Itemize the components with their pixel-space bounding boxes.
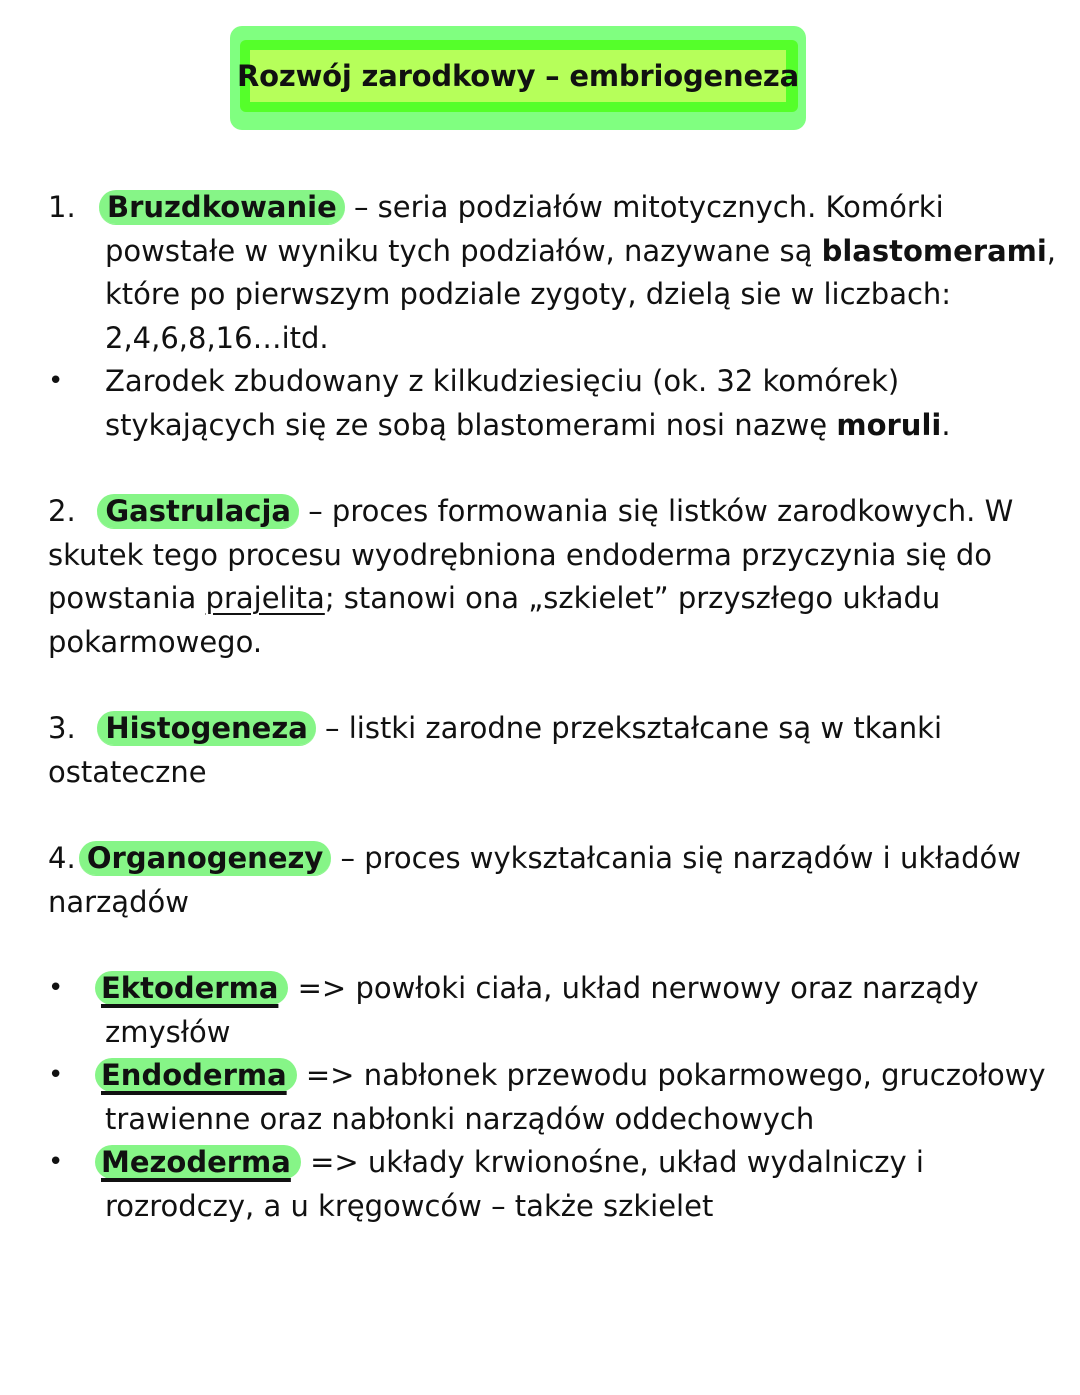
bullet-icon: • [48,1060,64,1090]
section-number: 2. [48,494,76,528]
germ-layer-endoderma [48,1054,1058,1141]
highlighted-term: Organogenezy [79,841,331,875]
definition-text: – proces formowania się listków zarodkowych. W skutek tego procesu wyodrębniona endoderma przyczynia się do powstania [48,494,1014,615]
highlighted-term: Ektoderma [95,971,288,1005]
germ-layer-ektoderma [48,967,1058,1054]
definition-text: => powłoki ciała, układ nerwowy oraz narządy zmysłów [105,971,979,1049]
definition-text: które po pierwszym podziale zygoty, dzielą sie w liczbach: [105,277,952,311]
spacer [48,794,1058,837]
section-bruzdkowanie [48,186,1058,360]
spacer [48,447,1058,490]
page-title: Rozwój zarodkowy – embriogeneza [237,59,799,93]
spacer [48,664,1058,707]
bullet-morula [48,360,1058,447]
title-banner-fill [237,50,799,102]
highlighted-term: Mezoderma [95,1145,301,1179]
bullet-text: stykających się ze sobą blastomerami nosi nazwę [105,407,837,442]
definition-text: powstałe w wyniku tych podziałów, nazywane są [105,233,822,268]
spacer [48,924,1058,967]
section-gastrulacja [48,490,1058,664]
bullet-icon: • [48,973,64,1003]
highlighted-term: Gastrulacja [97,494,299,528]
title-banner [230,26,806,130]
section-number: 4. [48,841,76,875]
section-number: 1. [48,190,76,224]
bold-term: moruli [836,407,942,442]
section-organogenezy [48,837,1058,924]
definition-text: – listki zarodne przekształcane są w tkanki ostateczne [48,711,942,789]
underlined-term: prajelita [205,581,325,615]
section-histogeneza [48,707,1058,794]
bullet-text: . [941,407,951,442]
definition-text: – proces wykształcania się narządów i układów narządów [48,841,1022,919]
bold-term: blastomerami [821,233,1047,268]
section-number: 3. [48,711,76,745]
highlighted-term: Endoderma [95,1058,297,1092]
germ-layer-mezoderma [48,1141,1058,1228]
title-banner-frame [237,40,799,112]
definition-text: , [1046,233,1057,268]
document-body [48,186,1058,1228]
definition-text: 2,4,6,8,16…itd. [105,320,329,355]
highlighted-term: Bruzdkowanie [99,190,345,224]
bullet-icon: • [48,1147,64,1177]
definition-text: ; stanowi ona „szkielet” przyszłego układu pokarmowego. [48,581,941,659]
definition-text: => układy krwionośne, układ wydalniczy i rozrodczy, a u kręgowców – także szkielet [105,1145,924,1223]
bullet-icon: • [48,366,64,396]
bullet-text: Zarodek zbudowany z kilkudziesięciu (ok. 32 komórek) [105,364,900,398]
definition-text: => nabłonek przewodu pokarmowego, gruczołowy trawienne oraz nabłonki narządów oddechowych [105,1058,1046,1136]
highlighted-term: Histogeneza [97,711,315,745]
definition-text: – seria podziałów mitotycznych. Komórki [344,190,944,224]
